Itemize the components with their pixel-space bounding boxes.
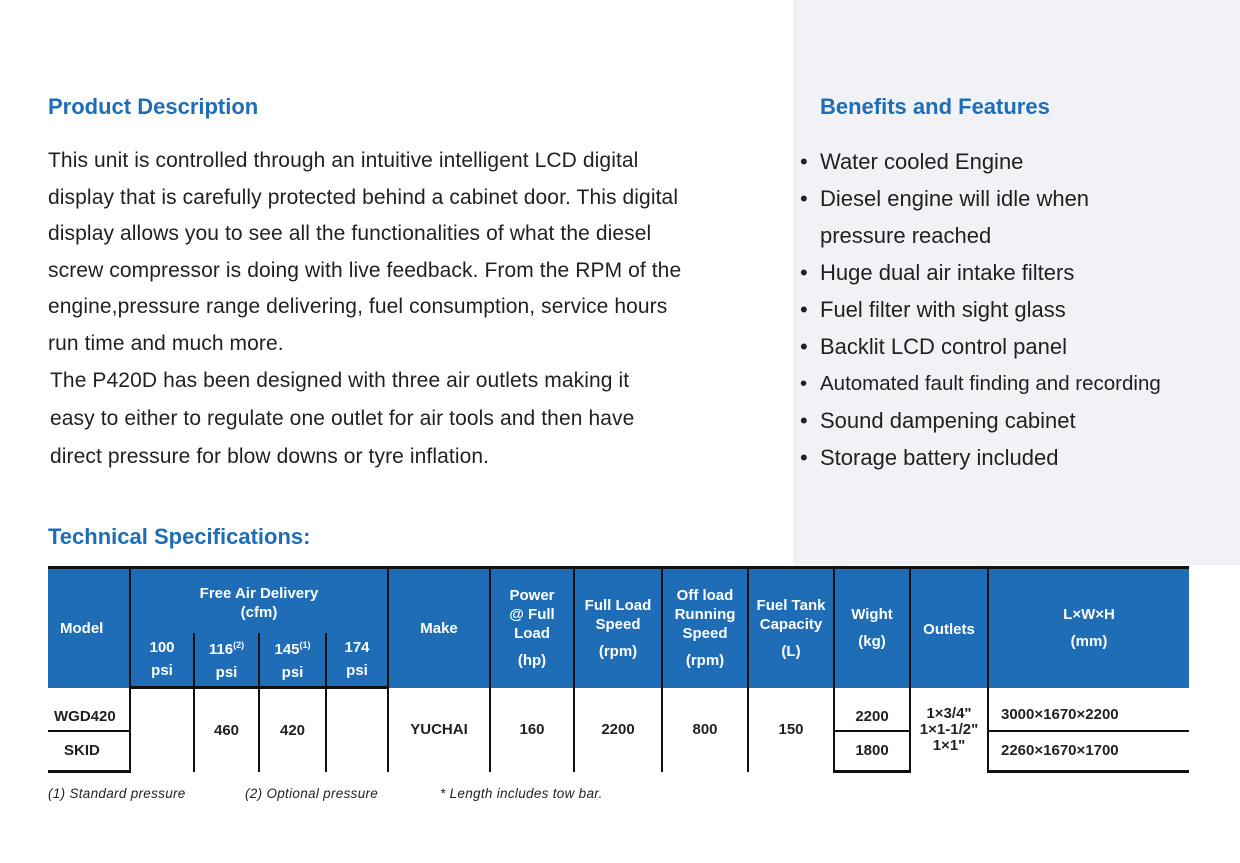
description-line: display that is carefully protected behind a cabinet door. This digital [48, 185, 679, 209]
description-line: direct pressure for blow downs or tyre inflation. [50, 445, 490, 468]
benefit-item: • Backlit LCD control panel [800, 328, 1161, 365]
description-line: The P420D has been designed with three air outlets making it [50, 369, 630, 392]
benefit-item: • Water cooled Engine [800, 143, 1161, 180]
header-fuel-l1: Fuel Tank [756, 596, 826, 614]
benefit-item: • Fuel filter with sight glass [800, 291, 1161, 328]
header-fls-l2: Speed [595, 615, 641, 633]
benefits-list [800, 143, 1161, 476]
benefit-item-continuation [800, 217, 1161, 254]
header-psi-value: 100 [149, 639, 175, 657]
header-weight [834, 568, 910, 688]
cell-dimensions: 3000×1670×2200 [988, 688, 1189, 731]
header-model: Model [48, 568, 130, 688]
header-fad-line1: Free Air Delivery [199, 584, 319, 602]
description-paragraph-2 [50, 362, 634, 476]
header-psi-116 [194, 633, 259, 688]
cell-fad-145: 420 [259, 688, 326, 772]
header-power-l2: @ Full [509, 606, 555, 624]
description-paragraph-1 [48, 143, 681, 362]
header-outlets: Outlets [910, 568, 988, 688]
header-weight-label: Wight [851, 606, 893, 624]
benefit-item: • Huge dual air intake filters [800, 254, 1161, 291]
cell-off-load-speed: 800 [662, 688, 748, 772]
header-weight-unit: (kg) [858, 633, 886, 651]
header-dimensions [988, 568, 1189, 688]
footnote-marker: (2) [233, 640, 245, 651]
header-free-air-delivery [130, 568, 388, 633]
header-dims-label: L×W×H [1063, 606, 1115, 624]
benefit-item: • Storage battery included [800, 439, 1161, 476]
cell-weight: 1800 [834, 731, 910, 772]
header-power-l1: Power [509, 587, 555, 605]
header-psi-unit: psi [281, 664, 304, 682]
header-ofl-l1: Off load [676, 587, 734, 605]
cell-full-load-speed: 2200 [574, 688, 662, 772]
description-line: display allows you to see all the functionalities of what the diesel [48, 222, 652, 245]
header-power-l3: Load [514, 625, 550, 643]
benefit-item: • Automated fault finding and recording [800, 365, 1161, 402]
header-full-load-speed [574, 568, 662, 688]
header-make: Make [388, 568, 490, 688]
description-line: easy to either to regulate one outlet for air tools and then have [50, 407, 635, 430]
header-psi-value: 174 [344, 639, 370, 657]
header-fuel-unit: (L) [781, 642, 801, 660]
benefit-item: • Diesel engine will idle when [800, 180, 1161, 217]
outlet-line: 1×1-1/2" [919, 720, 979, 738]
header-psi-unit: psi [215, 664, 238, 682]
header-psi-174 [326, 633, 388, 688]
table-header-row [48, 568, 1189, 633]
header-fuel-l2: Capacity [759, 615, 823, 633]
cell-weight: 2200 [834, 688, 910, 731]
technical-specifications-heading: Technical Specifications: [48, 524, 311, 549]
benefit-item: • Sound dampening cabinet [800, 402, 1161, 439]
benefit-item-continuation-text: pressure reached [820, 223, 992, 248]
description-line: run time and much more. [48, 331, 284, 355]
description-line: screw compressor is doing with live feedback. From the RPM of the [48, 258, 682, 282]
cell-outlets [910, 688, 988, 772]
description-line: engine,pressure range delivering, fuel consumption, service hours [48, 295, 668, 318]
header-psi-unit: psi [346, 662, 368, 680]
cell-power: 160 [490, 688, 574, 772]
header-ofl-unit: (rpm) [685, 652, 725, 670]
footnote-optional-pressure: (2) Optional pressure [245, 786, 379, 801]
description-line: This unit is controlled through an intuitive intelligent LCD digital [48, 149, 639, 172]
header-power [490, 568, 574, 688]
header-psi-value: 116 [208, 641, 234, 659]
specifications-table [48, 566, 1189, 773]
header-fuel-tank [748, 568, 834, 688]
header-power-unit: (hp) [517, 652, 547, 670]
footnote-standard-pressure: (1) Standard pressure [48, 786, 186, 801]
header-fls-unit: (rpm) [598, 642, 638, 660]
outlet-line: 1×3/4" [926, 704, 972, 722]
cell-fad-116: 460 [194, 688, 259, 772]
header-psi-145 [259, 633, 326, 688]
header-psi-unit: psi [151, 662, 173, 680]
outlet-line: 1×1" [932, 736, 966, 754]
header-psi-100 [130, 633, 194, 688]
footnote-length-tow-bar: * Length includes tow bar. [440, 786, 603, 801]
footnote-marker: (1) [299, 640, 311, 651]
header-dims-unit: (mm) [1070, 633, 1108, 651]
table-row [48, 688, 1189, 731]
product-description-heading: Product Description [48, 94, 259, 119]
benefits-heading: Benefits and Features [820, 94, 1050, 119]
cell-fad-174 [326, 688, 388, 772]
cell-dimensions: 2260×1670×1700 [988, 731, 1189, 772]
header-fls-l1: Full Load [584, 596, 652, 614]
cell-fuel-capacity: 150 [748, 688, 834, 772]
cell-make: YUCHAI [388, 688, 490, 772]
cell-model: WGD420 [48, 688, 130, 731]
cell-model: SKID [48, 731, 130, 772]
header-off-load-speed [662, 568, 748, 688]
header-ofl-l3: Speed [682, 625, 728, 643]
header-ofl-l2: Running [674, 606, 736, 624]
header-psi-value: 145 [274, 641, 300, 659]
cell-fad-100 [130, 688, 194, 772]
header-fad-line2: (cfm) [240, 603, 278, 621]
